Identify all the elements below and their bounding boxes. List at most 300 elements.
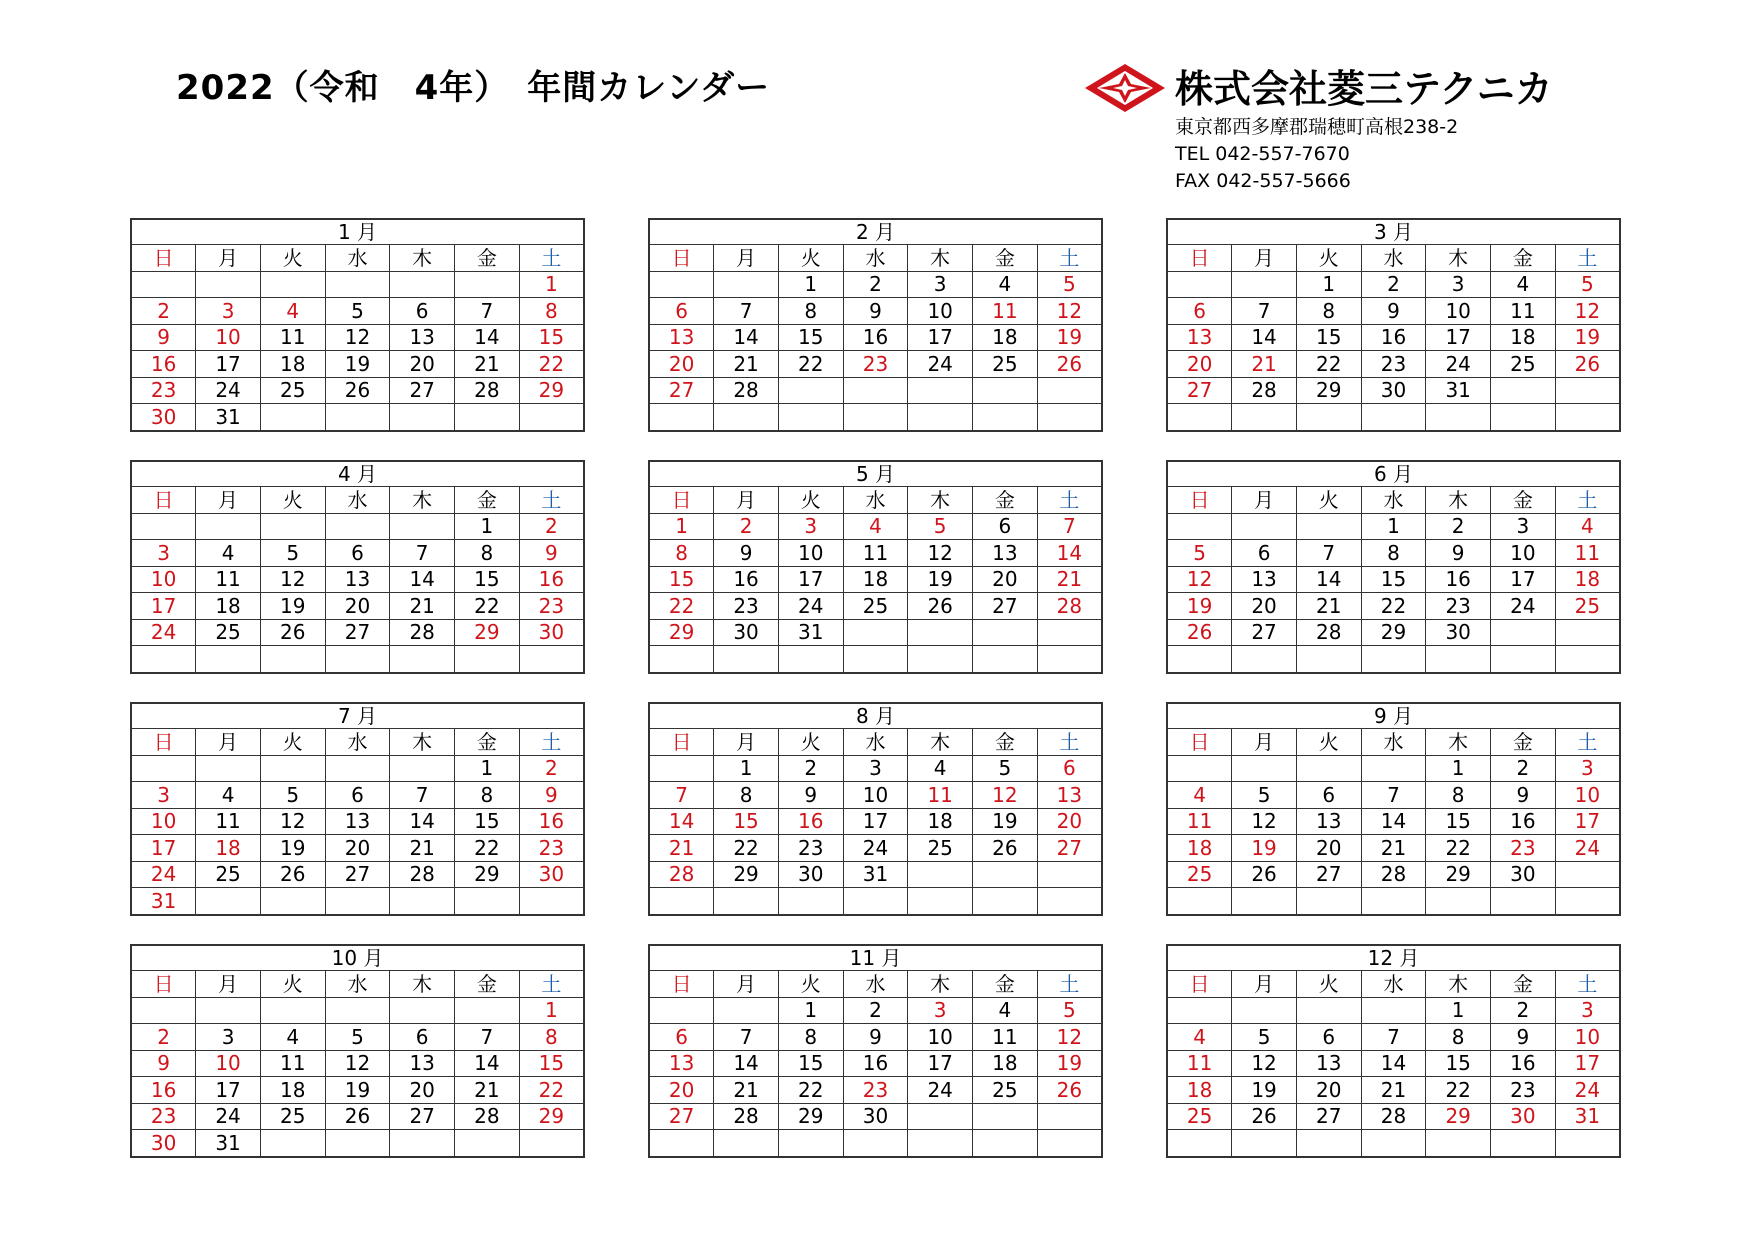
day-cell: [196, 513, 261, 540]
day-cell: [649, 646, 714, 673]
week-row: [131, 808, 584, 835]
weekday-header: 木: [390, 245, 455, 272]
weekday-header: 金: [455, 729, 520, 756]
day-cell: 31: [843, 861, 908, 888]
month-table: [1166, 218, 1621, 432]
day-cell: 30: [519, 619, 584, 646]
week-row: [131, 1077, 584, 1104]
day-cell: 9: [131, 1050, 196, 1077]
day-cell: 20: [390, 351, 455, 378]
week-row: [131, 619, 584, 646]
week-row: [1167, 782, 1620, 809]
day-cell: 3: [131, 782, 196, 809]
day-cell: 24: [131, 619, 196, 646]
day-cell: 10: [131, 566, 196, 593]
weekday-header: 土: [1555, 245, 1620, 272]
day-cell: 20: [1296, 835, 1361, 862]
day-cell: 11: [196, 566, 261, 593]
weekday-header: 土: [1037, 487, 1102, 514]
week-row: [649, 298, 1102, 325]
day-cell: 14: [390, 566, 455, 593]
month-label: 2 月: [649, 219, 1102, 245]
day-cell: 23: [519, 593, 584, 620]
day-cell: 11: [1491, 298, 1556, 325]
day-cell: 20: [1296, 1077, 1361, 1104]
day-cell: 29: [1296, 377, 1361, 404]
day-cell: [1232, 997, 1297, 1024]
day-cell: 30: [131, 1130, 196, 1157]
weekday-header: 土: [519, 245, 584, 272]
month-calendar: [130, 702, 585, 916]
day-cell: 27: [1232, 619, 1297, 646]
day-cell: [196, 646, 261, 673]
weekday-header: 土: [1555, 487, 1620, 514]
day-cell: [1296, 404, 1361, 431]
day-cell: 1: [455, 755, 520, 782]
day-cell: 15: [778, 1050, 843, 1077]
week-row: [131, 593, 584, 620]
day-cell: 17: [1555, 1050, 1620, 1077]
day-cell: 16: [1491, 808, 1556, 835]
day-cell: 3: [908, 997, 973, 1024]
week-row: [649, 271, 1102, 298]
day-cell: [649, 997, 714, 1024]
company-contact: [1175, 114, 1458, 195]
weekday-header: 月: [1232, 729, 1297, 756]
weekday-header: 金: [1491, 245, 1556, 272]
day-cell: 27: [390, 377, 455, 404]
week-row: [131, 324, 584, 351]
week-row: [131, 404, 584, 431]
day-cell: [1491, 888, 1556, 915]
day-cell: 23: [1361, 351, 1426, 378]
day-cell: 14: [455, 1050, 520, 1077]
day-cell: 21: [714, 1077, 779, 1104]
day-cell: [714, 271, 779, 298]
day-cell: [1232, 404, 1297, 431]
week-row: [131, 888, 584, 915]
weekday-header: 火: [1296, 971, 1361, 998]
day-cell: [1037, 404, 1102, 431]
day-cell: 12: [1555, 298, 1620, 325]
day-cell: 30: [1426, 619, 1491, 646]
weekday-header: 木: [1426, 729, 1491, 756]
day-cell: [1296, 888, 1361, 915]
day-cell: 12: [325, 324, 390, 351]
day-cell: 3: [1491, 513, 1556, 540]
day-cell: [325, 997, 390, 1024]
day-cell: 6: [390, 298, 455, 325]
day-cell: [843, 404, 908, 431]
day-cell: [1167, 997, 1232, 1024]
day-cell: 22: [519, 351, 584, 378]
day-cell: 20: [649, 351, 714, 378]
day-cell: 30: [714, 619, 779, 646]
day-cell: 2: [843, 997, 908, 1024]
day-cell: [1491, 619, 1556, 646]
day-cell: 29: [649, 619, 714, 646]
day-cell: 12: [1232, 808, 1297, 835]
day-cell: 6: [325, 782, 390, 809]
day-cell: 1: [1426, 997, 1491, 1024]
day-cell: 9: [778, 782, 843, 809]
day-cell: 9: [1491, 782, 1556, 809]
day-cell: 22: [519, 1077, 584, 1104]
day-cell: 17: [843, 808, 908, 835]
day-cell: [260, 646, 325, 673]
day-cell: 26: [1037, 351, 1102, 378]
day-cell: 16: [131, 1077, 196, 1104]
day-cell: 5: [1232, 782, 1297, 809]
day-cell: 20: [325, 593, 390, 620]
day-cell: 20: [649, 1077, 714, 1104]
day-cell: [519, 646, 584, 673]
week-row: [1167, 1050, 1620, 1077]
day-cell: 31: [1555, 1103, 1620, 1130]
weekday-header: 火: [260, 487, 325, 514]
day-cell: 25: [973, 351, 1038, 378]
day-cell: 7: [455, 1024, 520, 1051]
week-row: [649, 861, 1102, 888]
day-cell: 14: [455, 324, 520, 351]
week-row: [131, 861, 584, 888]
day-cell: 1: [778, 271, 843, 298]
day-cell: [1361, 646, 1426, 673]
weekday-header: 日: [649, 487, 714, 514]
day-cell: 12: [908, 540, 973, 567]
day-cell: [1296, 513, 1361, 540]
day-cell: 29: [714, 861, 779, 888]
day-cell: [1296, 997, 1361, 1024]
day-cell: 17: [196, 1077, 261, 1104]
day-cell: [455, 646, 520, 673]
week-row: [131, 782, 584, 809]
day-cell: 20: [325, 835, 390, 862]
day-cell: 21: [714, 351, 779, 378]
day-cell: [778, 646, 843, 673]
week-row: [649, 835, 1102, 862]
day-cell: 18: [1167, 1077, 1232, 1104]
day-cell: [1037, 646, 1102, 673]
weekday-header: 火: [778, 487, 843, 514]
day-cell: 15: [455, 566, 520, 593]
weekday-header: 火: [778, 245, 843, 272]
weekday-header: 金: [1491, 729, 1556, 756]
month-label: 3 月: [1167, 219, 1620, 245]
day-cell: 30: [1361, 377, 1426, 404]
day-cell: 11: [260, 324, 325, 351]
week-row: [649, 1130, 1102, 1157]
day-cell: 16: [778, 808, 843, 835]
weekday-header: 火: [778, 971, 843, 998]
day-cell: 18: [1167, 835, 1232, 862]
day-cell: [455, 404, 520, 431]
day-cell: 27: [973, 593, 1038, 620]
day-cell: 16: [1491, 1050, 1556, 1077]
weekday-header: 日: [1167, 729, 1232, 756]
month-table: [1166, 460, 1621, 674]
day-cell: 18: [973, 1050, 1038, 1077]
day-cell: 4: [1491, 271, 1556, 298]
day-cell: 27: [1296, 861, 1361, 888]
day-cell: 2: [519, 513, 584, 540]
week-row: [131, 1024, 584, 1051]
day-cell: 16: [843, 1050, 908, 1077]
weekday-header: 土: [519, 971, 584, 998]
day-cell: [1361, 888, 1426, 915]
day-cell: 22: [1296, 351, 1361, 378]
day-cell: [1426, 1130, 1491, 1157]
day-cell: [908, 1103, 973, 1130]
day-cell: 4: [196, 540, 261, 567]
day-cell: 19: [1037, 324, 1102, 351]
day-cell: 18: [1555, 566, 1620, 593]
day-cell: 14: [1361, 1050, 1426, 1077]
day-cell: 23: [714, 593, 779, 620]
day-cell: [196, 755, 261, 782]
weekday-header: 木: [908, 729, 973, 756]
day-cell: 4: [196, 782, 261, 809]
week-row: [649, 1050, 1102, 1077]
day-cell: 19: [260, 835, 325, 862]
day-cell: 24: [1555, 835, 1620, 862]
month-calendar: [1166, 944, 1621, 1158]
day-cell: 24: [1555, 1077, 1620, 1104]
week-row: [1167, 404, 1620, 431]
day-cell: 30: [843, 1103, 908, 1130]
day-cell: 14: [714, 324, 779, 351]
day-cell: 31: [131, 888, 196, 915]
day-cell: [260, 755, 325, 782]
day-cell: 26: [1555, 351, 1620, 378]
day-cell: 16: [519, 566, 584, 593]
day-cell: 8: [519, 1024, 584, 1051]
day-cell: 22: [1426, 1077, 1491, 1104]
weekday-header: 日: [1167, 245, 1232, 272]
weekday-header: 木: [908, 971, 973, 998]
company-address: 東京都西多摩郡瑞穂町高根238-2: [1175, 116, 1459, 138]
day-cell: 5: [325, 298, 390, 325]
day-cell: 19: [1232, 1077, 1297, 1104]
day-cell: [908, 888, 973, 915]
day-cell: [1167, 755, 1232, 782]
weekday-header: 月: [714, 245, 779, 272]
weekday-header: 金: [1491, 971, 1556, 998]
weekday-header: 金: [973, 245, 1038, 272]
day-cell: 25: [196, 861, 261, 888]
day-cell: 3: [131, 540, 196, 567]
weekday-header: 水: [1361, 729, 1426, 756]
day-cell: 7: [1361, 782, 1426, 809]
day-cell: [131, 271, 196, 298]
day-cell: 30: [519, 861, 584, 888]
day-cell: 13: [325, 566, 390, 593]
day-cell: [1232, 513, 1297, 540]
weekday-header: 日: [131, 971, 196, 998]
day-cell: 27: [325, 619, 390, 646]
day-cell: 27: [325, 861, 390, 888]
day-cell: [1426, 888, 1491, 915]
week-row: [131, 271, 584, 298]
day-cell: 6: [325, 540, 390, 567]
weekday-header: 金: [1491, 487, 1556, 514]
day-cell: 11: [973, 1024, 1038, 1051]
day-cell: 13: [1037, 782, 1102, 809]
day-cell: 1: [778, 997, 843, 1024]
day-cell: 13: [325, 808, 390, 835]
week-row: [649, 566, 1102, 593]
day-cell: [1361, 997, 1426, 1024]
weekday-header: 木: [390, 487, 455, 514]
day-cell: 12: [260, 566, 325, 593]
day-cell: 8: [1426, 782, 1491, 809]
day-cell: [908, 377, 973, 404]
weekday-header: 日: [649, 245, 714, 272]
day-cell: [649, 271, 714, 298]
day-cell: [843, 619, 908, 646]
day-cell: 14: [1232, 324, 1297, 351]
week-row: [649, 1024, 1102, 1051]
company-name: 株式会社菱三テクニカ: [1175, 67, 1553, 111]
weekday-header: 水: [325, 729, 390, 756]
week-row: [1167, 646, 1620, 673]
weekday-header: 月: [196, 729, 261, 756]
day-cell: 13: [973, 540, 1038, 567]
day-cell: 21: [455, 351, 520, 378]
day-cell: 13: [1296, 1050, 1361, 1077]
week-row: [649, 782, 1102, 809]
weekday-header: 水: [1361, 245, 1426, 272]
day-cell: [131, 646, 196, 673]
week-row: [1167, 619, 1620, 646]
weekday-header: 水: [843, 729, 908, 756]
day-cell: [455, 997, 520, 1024]
day-cell: 11: [1167, 808, 1232, 835]
day-cell: [1232, 888, 1297, 915]
day-cell: 5: [1232, 1024, 1297, 1051]
weekday-header: 金: [455, 971, 520, 998]
day-cell: 5: [1555, 271, 1620, 298]
day-cell: 12: [1232, 1050, 1297, 1077]
weekday-header: 月: [1232, 245, 1297, 272]
day-cell: 15: [1296, 324, 1361, 351]
day-cell: 24: [1426, 351, 1491, 378]
day-cell: 3: [196, 298, 261, 325]
week-row: [1167, 324, 1620, 351]
day-cell: 8: [519, 298, 584, 325]
day-cell: 26: [1167, 619, 1232, 646]
day-cell: [325, 513, 390, 540]
day-cell: [1555, 1130, 1620, 1157]
day-cell: 27: [1037, 835, 1102, 862]
day-cell: 20: [1167, 351, 1232, 378]
day-cell: 22: [455, 593, 520, 620]
day-cell: 7: [455, 298, 520, 325]
day-cell: 1: [714, 755, 779, 782]
day-cell: 3: [1555, 997, 1620, 1024]
day-cell: [1361, 1130, 1426, 1157]
day-cell: 20: [973, 566, 1038, 593]
weekday-header: 日: [131, 245, 196, 272]
day-cell: 10: [131, 808, 196, 835]
weekday-header: 金: [973, 971, 1038, 998]
day-cell: [519, 404, 584, 431]
month-calendar: [1166, 702, 1621, 916]
day-cell: 30: [1491, 861, 1556, 888]
week-row: [1167, 377, 1620, 404]
day-cell: 8: [1296, 298, 1361, 325]
day-cell: 9: [131, 324, 196, 351]
weekday-header: 日: [131, 487, 196, 514]
day-cell: 26: [1037, 1077, 1102, 1104]
month-table: [1166, 702, 1621, 916]
day-cell: [1232, 755, 1297, 782]
day-cell: [260, 888, 325, 915]
week-row: [649, 755, 1102, 782]
day-cell: 21: [1361, 835, 1426, 862]
week-row: [1167, 513, 1620, 540]
day-cell: 3: [843, 755, 908, 782]
day-cell: 21: [1361, 1077, 1426, 1104]
day-cell: 23: [131, 377, 196, 404]
day-cell: 5: [1167, 540, 1232, 567]
weekday-header: 木: [1426, 487, 1491, 514]
weekday-header: 木: [1426, 245, 1491, 272]
day-cell: [390, 888, 455, 915]
week-row: [131, 566, 584, 593]
day-cell: [1167, 646, 1232, 673]
week-row: [1167, 808, 1620, 835]
day-cell: 6: [1167, 298, 1232, 325]
weekday-header: 木: [908, 487, 973, 514]
weekday-header: 日: [1167, 971, 1232, 998]
weekday-header: 水: [325, 487, 390, 514]
week-row: [649, 324, 1102, 351]
week-row: [649, 593, 1102, 620]
day-cell: 3: [1555, 755, 1620, 782]
day-cell: 2: [778, 755, 843, 782]
day-cell: [260, 997, 325, 1024]
day-cell: 14: [649, 808, 714, 835]
day-cell: 19: [260, 593, 325, 620]
company-fax: FAX 042-557-5666: [1175, 170, 1351, 192]
day-cell: 22: [649, 593, 714, 620]
day-cell: 20: [1037, 808, 1102, 835]
day-cell: 22: [1361, 593, 1426, 620]
day-cell: 29: [1361, 619, 1426, 646]
day-cell: 8: [778, 298, 843, 325]
weekday-header: 金: [973, 487, 1038, 514]
day-cell: 19: [1555, 324, 1620, 351]
day-cell: 18: [260, 351, 325, 378]
day-cell: [973, 1130, 1038, 1157]
day-cell: 28: [649, 861, 714, 888]
day-cell: 16: [131, 351, 196, 378]
week-row: [1167, 1077, 1620, 1104]
day-cell: 31: [196, 1130, 261, 1157]
day-cell: 2: [843, 271, 908, 298]
week-row: [1167, 271, 1620, 298]
month-table: [130, 702, 585, 916]
day-cell: 25: [843, 593, 908, 620]
day-cell: 10: [843, 782, 908, 809]
day-cell: [390, 997, 455, 1024]
month-table: [648, 702, 1103, 916]
day-cell: 25: [1491, 351, 1556, 378]
day-cell: [1491, 377, 1556, 404]
day-cell: [778, 377, 843, 404]
day-cell: 14: [1296, 566, 1361, 593]
